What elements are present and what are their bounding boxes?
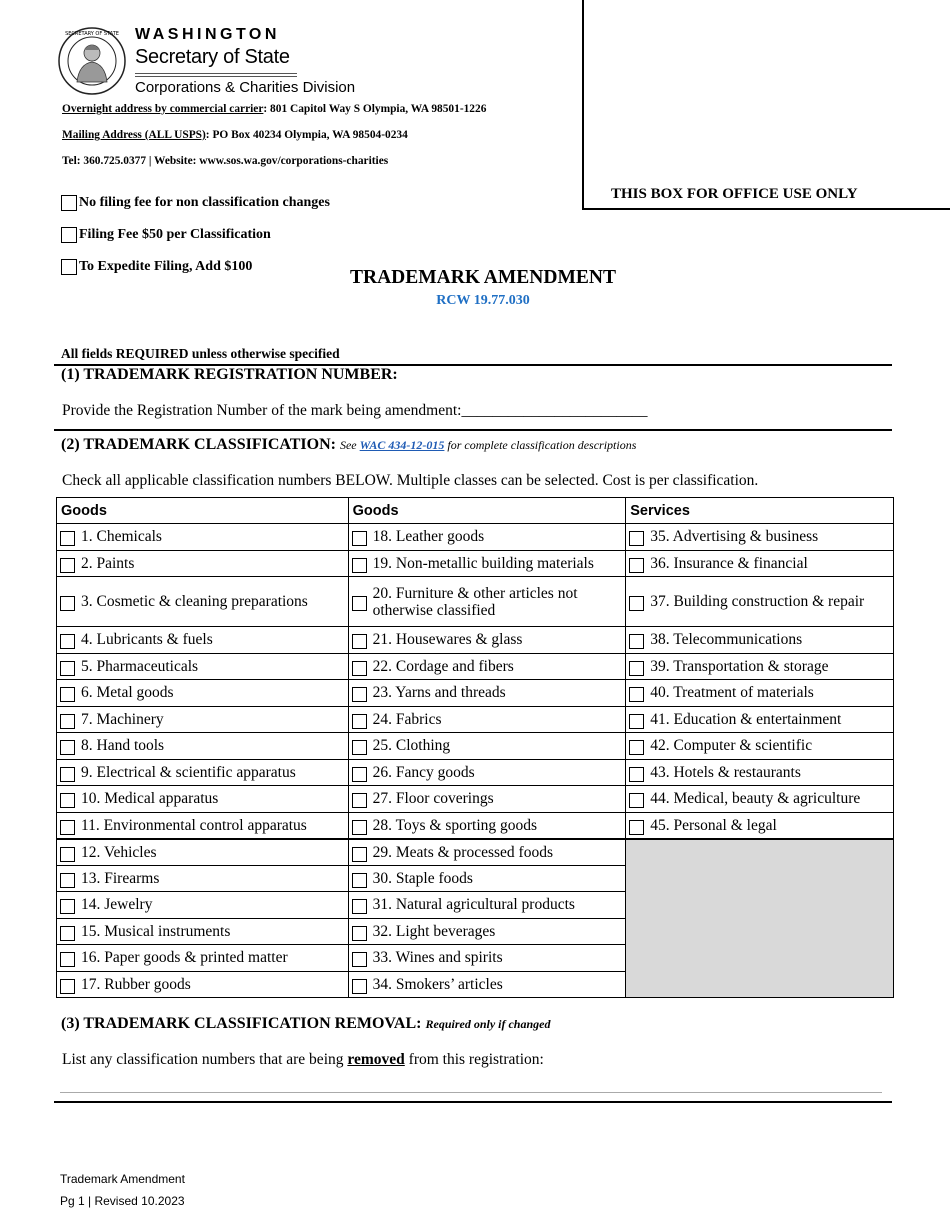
note-text: See [339,438,360,452]
classification-checkbox[interactable] [629,661,644,676]
classification-cell [348,733,626,760]
classification-checkbox[interactable] [629,714,644,729]
mailing-address-label: Mailing Address (ALL USPS) [62,129,206,141]
classification-option[interactable] [349,764,626,781]
table-row [57,839,894,866]
classification-checkbox[interactable] [60,558,75,573]
classification-option[interactable] [349,790,626,807]
brand-washington: WASHINGTON [135,26,280,43]
classification-label: 40. Treatment of materials [650,684,814,702]
classification-label: 41. Education & entertainment [650,710,842,728]
classification-checkbox[interactable] [352,899,367,914]
fee-option-no-fee[interactable] [61,195,330,211]
table-row [57,759,894,786]
classification-checkbox[interactable] [352,661,367,676]
classification-label: 43. Hotels & restaurants [650,763,801,781]
table-row [57,550,894,577]
classification-label: 35. Advertising & business [650,528,819,546]
classification-option[interactable] [57,896,348,913]
checkbox[interactable] [61,227,77,243]
table-row [57,680,894,707]
classification-label: 34. Smokers’ articles [372,975,503,993]
classification-label: 25. Clothing [372,737,451,755]
classification-option[interactable] [57,737,348,754]
classification-label: 4. Lubricants & fuels [81,631,213,649]
section-3-note: Required only if changed [425,1017,551,1031]
classification-cell [57,577,349,627]
checkbox[interactable] [61,195,77,211]
fee-option-classification[interactable] [61,227,271,243]
shaded-empty-cell [626,839,894,998]
classification-label: 6. Metal goods [81,684,174,702]
classification-label: 3. Cosmetic & cleaning preparations [81,593,308,610]
classification-label: 32. Light beverages [372,922,496,940]
classification-cell [348,892,626,919]
classification-cell [348,653,626,680]
classification-cell [57,971,349,998]
classification-checkbox[interactable] [60,596,75,611]
classification-option[interactable] [626,764,893,781]
classification-label: 10. Medical apparatus [81,790,219,808]
classification-checkbox[interactable] [352,767,367,782]
classification-cell [626,577,894,627]
classification-option[interactable] [57,593,348,610]
classification-checkbox[interactable] [629,558,644,573]
classification-checkbox[interactable] [352,793,367,808]
classification-label: 5. Pharmaceuticals [81,657,199,675]
secretary-of-state-seal [57,26,127,96]
removal-text: from this registration: [404,1051,544,1068]
classification-cell [626,706,894,733]
classification-option[interactable] [626,711,893,728]
classification-label: 2. Paints [81,554,135,572]
classification-label: 37. Building construction & repair [650,593,865,610]
classification-label: 31. Natural agricultural products [372,896,575,914]
classification-option[interactable] [626,555,893,572]
classification-option[interactable] [626,631,893,648]
classification-checkbox[interactable] [352,952,367,967]
classification-option[interactable] [349,817,626,834]
classification-option[interactable] [349,896,626,913]
removal-input-line[interactable] [60,1092,882,1093]
removal-instructions [62,1051,544,1069]
classification-cell [57,865,349,892]
classification-label: 13. Firearms [81,869,160,887]
overnight-address-value: : 801 Capitol Way S Olympia, WA 98501-1226 [263,103,487,115]
office-box-border [582,208,950,210]
classification-cell [626,653,894,680]
classification-cell [626,812,894,839]
section-3-title: (3) TRADEMARK CLASSIFICATION REMOVAL: [61,1015,422,1032]
classification-checkbox[interactable] [352,873,367,888]
classification-option[interactable] [57,528,348,545]
classification-option[interactable] [349,923,626,940]
table-row [57,786,894,813]
table-row [57,524,894,551]
classification-checkbox[interactable] [352,596,367,611]
classification-label: 21. Housewares & glass [372,631,523,649]
classification-cell [348,680,626,707]
classification-cell [57,892,349,919]
classification-option[interactable] [57,764,348,781]
classification-checkbox[interactable] [629,740,644,755]
classification-rows [57,524,894,998]
contact-info: Tel: 360.725.0377 | Website: www.sos.wa.gov/corporations-charities [62,155,389,167]
classification-label: 11. Environmental control apparatus [81,816,307,834]
classification-checkbox[interactable] [60,687,75,702]
classification-cell [626,627,894,654]
classification-label: 7. Machinery [81,710,164,728]
classification-cell [57,945,349,972]
classification-option[interactable] [626,528,893,545]
fee-option-label: No filing fee for non classification changes [79,195,330,210]
classification-option[interactable] [349,631,626,648]
classification-cell [348,865,626,892]
classification-cell [348,759,626,786]
note-text: for complete classification descriptions [444,438,637,452]
classification-checkbox[interactable] [60,820,75,835]
classification-label: 27. Floor coverings [372,790,494,808]
classification-checkbox[interactable] [629,596,644,611]
section-1-heading: (1) TRADEMARK REGISTRATION NUMBER: [61,366,398,383]
classification-option[interactable] [349,711,626,728]
section-divider [54,1101,892,1103]
classification-label: 14. Jewelry [81,896,153,914]
table-row [57,653,894,680]
classification-label: 24. Fabrics [372,710,442,728]
brand-division: Corporations & Charities Division [135,79,356,96]
classification-option[interactable] [57,658,348,675]
classification-label: 39. Transportation & storage [650,657,829,675]
classification-label: 15. Musical instruments [81,922,231,940]
classification-checkbox[interactable] [629,531,644,546]
classification-cell [57,786,349,813]
section-2-note [340,438,636,452]
classification-option[interactable] [349,949,626,966]
classification-cell [57,524,349,551]
classification-label: 18. Leather goods [372,528,485,546]
mailing-address [62,129,408,141]
overnight-address-label: Overnight address by commercial carrier [62,103,264,115]
classification-option[interactable] [57,711,348,728]
classification-label: 23. Yarns and threads [372,684,506,702]
classification-cell [57,680,349,707]
classification-cell [57,812,349,839]
classification-checkbox[interactable] [352,926,367,941]
classification-cell [348,577,626,627]
classification-cell [626,680,894,707]
classification-checkbox[interactable] [352,979,367,994]
classification-label: 30. Staple foods [372,869,473,887]
classification-option[interactable] [349,585,626,619]
classification-label: 42. Computer & scientific [650,737,813,755]
footer-title: Trademark Amendment [60,1172,185,1186]
classification-cell [57,653,349,680]
office-use-label: THIS BOX FOR OFFICE USE ONLY [611,186,858,202]
classification-table [56,497,894,998]
table-row [57,706,894,733]
wac-link[interactable]: WAC 434-12-015 [359,438,445,452]
section-2-title: (2) TRADEMARK CLASSIFICATION: [61,436,336,453]
classification-label: 36. Insurance & financial [650,554,808,572]
classification-cell [57,627,349,654]
classification-option[interactable] [57,790,348,807]
table-row [57,577,894,627]
section-2-heading [61,436,636,454]
brand-secretary-of-state: Secretary of State [135,46,290,68]
classification-cell [348,706,626,733]
classification-checkbox[interactable] [60,793,75,808]
classification-cell [348,945,626,972]
table-row [57,812,894,839]
classification-cell [626,759,894,786]
office-box-border [582,0,584,209]
removal-text: List any classification numbers that are being [62,1051,348,1068]
classification-option[interactable] [57,631,348,648]
classification-option[interactable] [626,684,893,701]
classification-option[interactable] [626,737,893,754]
classification-option[interactable] [349,844,626,861]
classification-checkbox[interactable] [629,820,644,835]
classification-cell [57,918,349,945]
classification-option[interactable] [349,870,626,887]
classification-checkbox[interactable] [60,979,75,994]
classification-checkbox[interactable] [629,687,644,702]
classification-checkbox[interactable] [352,714,367,729]
classification-cell [348,971,626,998]
classification-cell [348,786,626,813]
table-row [57,627,894,654]
classification-cell [626,550,894,577]
classification-label: 29. Meats & processed foods [372,843,553,861]
table-row [57,733,894,760]
classification-option[interactable] [626,817,893,834]
required-note: All fields REQUIRED unless otherwise specified [61,346,340,361]
classification-label: 33. Wines and spirits [372,949,503,967]
classification-option[interactable] [626,593,893,610]
classification-label: 26. Fancy goods [372,763,475,781]
classification-cell [348,627,626,654]
classification-checkbox[interactable] [60,952,75,967]
section-divider [54,429,892,431]
classification-label: 16. Paper goods & printed matter [81,949,288,967]
fee-option-label: Filing Fee $50 per Classification [79,227,271,242]
classification-checkbox[interactable] [352,634,367,649]
classification-label: 28. Toys & sporting goods [372,816,538,834]
classification-checkbox[interactable] [352,531,367,546]
footer-page-info: Pg 1 | Revised 10.2023 [60,1194,185,1208]
classification-checkbox[interactable] [352,558,367,573]
classification-checkbox[interactable] [60,847,75,862]
classification-cell [348,812,626,839]
fee-option-label: To Expedite Filing, Add $100 [79,259,253,274]
classification-option[interactable] [349,658,626,675]
overnight-address [62,103,486,115]
classification-option[interactable] [349,737,626,754]
classification-cell [348,839,626,866]
classification-label: 1. Chemicals [81,528,162,546]
classification-checkbox[interactable] [60,531,75,546]
classification-option[interactable] [57,684,348,701]
classification-label: 22. Cordage and fibers [372,657,514,675]
classification-label: 9. Electrical & scientific apparatus [81,763,296,781]
classification-checkbox[interactable] [629,767,644,782]
brand-divider [135,73,297,74]
section-3-heading [61,1015,550,1033]
classification-checkbox[interactable] [60,899,75,914]
classification-cell [348,918,626,945]
classification-checkbox[interactable] [629,793,644,808]
classification-label: 38. Telecommunications [650,631,803,649]
classification-cell [57,550,349,577]
classification-option[interactable] [626,658,893,675]
column-header-services: Services [626,498,894,524]
classification-cell [57,839,349,866]
rcw-reference: RCW 19.77.030 [436,293,530,308]
classification-checkbox[interactable] [352,847,367,862]
classification-checkbox[interactable] [60,926,75,941]
classification-checkbox[interactable] [60,873,75,888]
classification-option[interactable] [57,870,348,887]
classification-option[interactable] [349,684,626,701]
classification-cell [57,733,349,760]
classification-checkbox[interactable] [60,661,75,676]
classification-cell [348,550,626,577]
classification-cell [57,706,349,733]
classification-checkbox[interactable] [352,820,367,835]
classification-checkbox[interactable] [60,767,75,782]
classification-option[interactable] [57,923,348,940]
classification-label: 45. Personal & legal [650,816,777,834]
removal-emphasis: removed [347,1051,405,1068]
registration-number-field[interactable]: Provide the Registration Number of the mark being amendment:________________________ [62,402,648,419]
classification-cell [626,733,894,760]
classification-label: 17. Rubber goods [81,975,191,993]
classification-cell [57,759,349,786]
classification-instructions: Check all applicable classification numbers BELOW. Multiple classes can be selected. Cost is per classification. [62,472,759,489]
classification-cell [626,524,894,551]
column-header-goods: Goods [348,498,626,524]
classification-label: 20. Furniture & other articles not otherwise classified [372,584,578,619]
classification-checkbox[interactable] [60,714,75,729]
classification-label: 19. Non-metallic building materials [372,554,594,572]
classification-option[interactable] [349,555,626,572]
classification-option[interactable] [57,817,348,834]
classification-option[interactable] [57,555,348,572]
classification-checkbox[interactable] [352,687,367,702]
classification-option[interactable] [626,790,893,807]
classification-checkbox[interactable] [60,740,75,755]
mailing-address-value: : PO Box 40234 Olympia, WA 98504-0234 [205,129,408,141]
classification-option[interactable] [57,949,348,966]
svg-text:SECRETARY OF STATE: SECRETARY OF STATE [65,31,119,37]
classification-option[interactable] [57,844,348,861]
classification-cell [348,524,626,551]
classification-option[interactable] [349,528,626,545]
classification-label: 44. Medical, beauty & agriculture [650,790,861,808]
classification-option[interactable] [349,976,626,993]
classification-cell [626,786,894,813]
classification-checkbox[interactable] [629,634,644,649]
column-header-goods: Goods [57,498,349,524]
brand-divider [135,76,297,77]
classification-label: 8. Hand tools [81,737,165,755]
classification-option[interactable] [57,976,348,993]
form-title: TRADEMARK AMENDMENT [350,267,616,288]
classification-label: 12. Vehicles [81,843,157,861]
classification-checkbox[interactable] [352,740,367,755]
classification-checkbox[interactable] [60,634,75,649]
